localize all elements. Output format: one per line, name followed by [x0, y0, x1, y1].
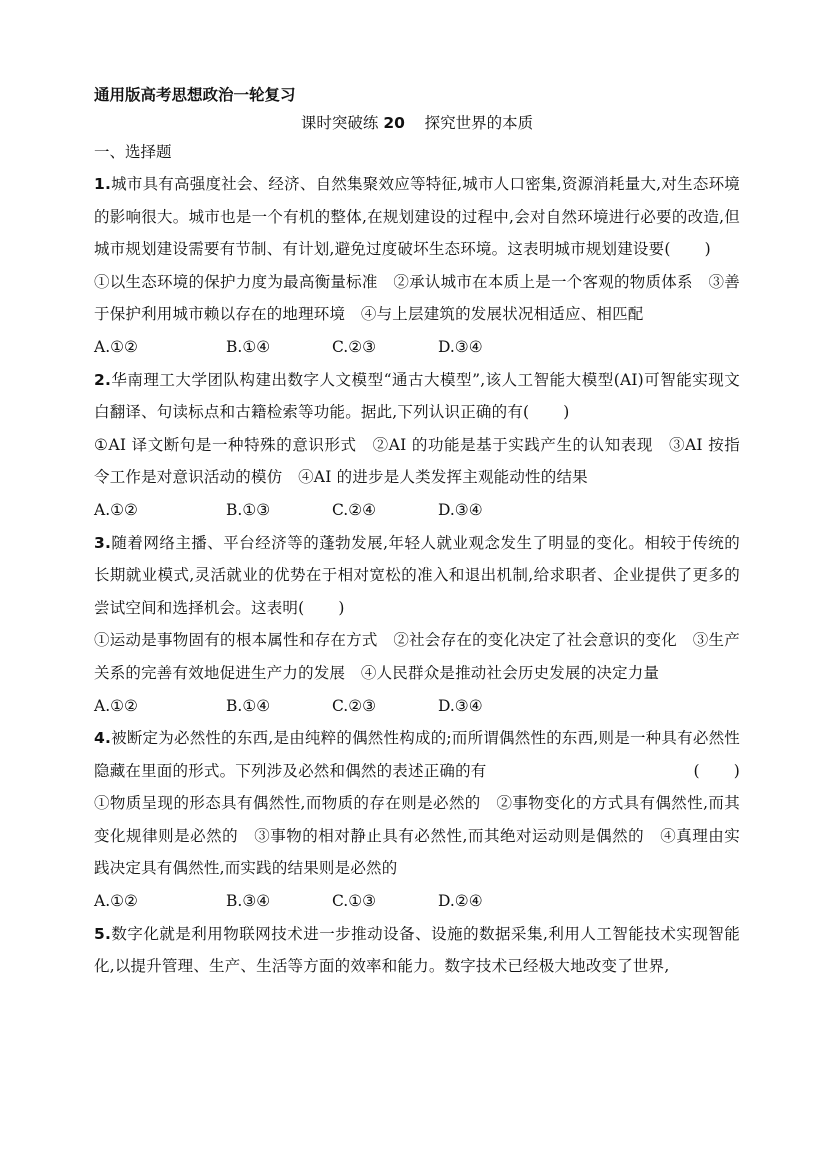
- series-label: 通用版高考思想政治一轮复习: [94, 86, 296, 104]
- question-text: 华南理工大学团队构建出数字人文模型“通古大模型”,该人工智能大模型(AI)可智能实现文白翻译、句读标点和古籍检索等功能。据此,下列认识正确的有: [94, 370, 740, 422]
- title-prefix: 课时突破练: [300, 114, 379, 132]
- question-number: 3.: [94, 533, 112, 552]
- question-stem: 2.华南理工大学团队构建出数字人文模型“通古大模型”,该人工智能大模型(AI)可智能实现文白翻译、句读标点和古籍检索等功能。据此,下列认识正确的有( ): [94, 370, 740, 422]
- option-b[interactable]: B.①③: [226, 500, 271, 519]
- option-a[interactable]: A.①②: [94, 696, 138, 715]
- question-text: 数字化就是利用物联网技术进一步推动设备、设施的数据采集,利用人工智能技术实现智能化,以提升管理、生产、生活等方面的效率和能力。数字技术已经极大地改变了世界,: [94, 924, 740, 976]
- question-stem: [94, 918, 740, 983]
- question-3: [94, 527, 740, 723]
- answer-options: [94, 885, 740, 918]
- question-statements: ①运动是事物固有的根本属性和存在方式 ②社会存在的变化决定了社会意识的变化 ③生产关系的完善有效地促进生产力的发展 ④人民群众是推动社会历史发展的决定力量: [94, 631, 740, 682]
- option-c[interactable]: C.②④: [332, 500, 377, 519]
- question-number: 4.: [94, 729, 112, 748]
- section-heading: 一、选择题: [94, 143, 172, 161]
- question-5: [94, 918, 740, 983]
- question-statements: ①以生态环境的保护力度为最高衡量标准 ②承认城市在本质上是一个客观的物质体系 ③善于保护利用城市赖以存在的地理环境 ④与上层建筑的发展状况相适应、相匹配: [94, 272, 740, 324]
- question-stem: 3.随着网络主播、平台经济等的蓬勃发展,年轻人就业观念发生了明显的变化。相较于传统的长期就业模式,灵活就业的优势在于相对宽松的准入和退出机制,给求职者、企业提供了更多的尝试空间和选择机会。这表明( ): [94, 533, 740, 617]
- question-statements: ①物质呈现的形态具有偶然性,而物质的存在则是必然的 ②事物变化的方式具有偶然性,而其变化规律则是必然的 ③事物的相对静止具有必然性,而其绝对运动则是偶然的 ④真理由实践决定具有偶然性,而实践的结果则是必然的: [94, 794, 740, 878]
- title-suffix: 探究世界的本质: [424, 114, 534, 132]
- question-number: 5.: [94, 924, 112, 943]
- option-a[interactable]: A.①②: [94, 500, 138, 519]
- option-d[interactable]: D.②④: [438, 892, 483, 911]
- question-1: [94, 168, 740, 364]
- answer-options: [94, 690, 740, 723]
- option-b[interactable]: B.①④: [226, 696, 271, 715]
- option-a[interactable]: A.①②: [94, 892, 138, 911]
- document-page: [94, 82, 740, 983]
- question-2: [94, 364, 740, 527]
- question-text: 随着网络主播、平台经济等的蓬勃发展,年轻人就业观念发生了明显的变化。相较于传统的长期就业模式,灵活就业的优势在于相对宽松的准入和退出机制,给求职者、企业提供了更多的尝试空间和选择机会。这表明: [94, 533, 740, 617]
- page-title: [94, 110, 740, 136]
- option-b[interactable]: B.①④: [226, 337, 271, 356]
- option-c[interactable]: C.②③: [332, 696, 377, 715]
- question-number: 1.: [94, 175, 112, 193]
- question-stem: 4.被断定为必然性的东西,是由纯粹的偶然性构成的;而所谓偶然性的东西,则是一种具有必然性隐藏在里面的形式。下列涉及必然和偶然的表述正确的有 ( ): [94, 729, 740, 780]
- question-stem: 1.城市具有高强度社会、经济、自然集聚效应等特征,城市人口密集,资源消耗量大,对生态环境的影响很大。城市也是一个有机的整体,在规划建设的过程中,会对自然环境进行必要的改造,但城市规划建设需要有节制、有计划,避免过度破坏生态环境。这表明城市规划建设要( ): [94, 175, 740, 259]
- option-b[interactable]: B.③④: [226, 892, 271, 911]
- question-number: 2.: [94, 370, 112, 389]
- question-4: [94, 722, 740, 918]
- question-text: 被断定为必然性的东西,是由纯粹的偶然性构成的;而所谓偶然性的东西,则是一种具有必然性隐藏在里面的形式。下列涉及必然和偶然的表述正确的有: [94, 729, 740, 780]
- option-a[interactable]: A.①②: [94, 337, 138, 356]
- answer-options: [94, 494, 740, 527]
- title-number: 20: [383, 114, 405, 132]
- question-statements: ①AI 译文断句是一种特殊的意识形式 ②AI 的功能是基于实践产生的认知表现 ③AI 按指令工作是对意识活动的模仿 ④AI 的进步是人类发挥主观能动性的结果: [94, 435, 740, 487]
- option-c[interactable]: C.②③: [332, 337, 377, 356]
- question-text: 城市具有高强度社会、经济、自然集聚效应等特征,城市人口密集,资源消耗量大,对生态环境的影响很大。城市也是一个有机的整体,在规划建设的过程中,会对自然环境进行必要的改造,但城市规划建设需要有节制、有计划,避免过度破坏生态环境。这表明城市规划建设要: [94, 175, 740, 259]
- option-c[interactable]: C.①③: [332, 892, 377, 911]
- option-d[interactable]: D.③④: [438, 696, 483, 715]
- answer-options: [94, 331, 740, 364]
- option-d[interactable]: D.③④: [438, 500, 483, 519]
- option-d[interactable]: D.③④: [438, 337, 483, 356]
